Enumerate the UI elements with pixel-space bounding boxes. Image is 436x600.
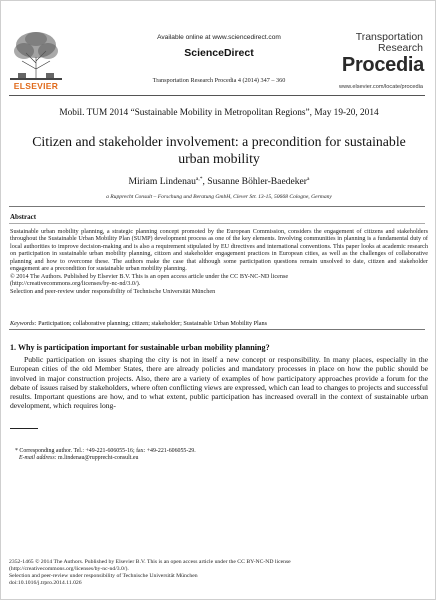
footer-copyright: 2352-1465 © 2014 The Authors. Published by Elsevier B.V. This is an open access article under the CC BY-NC-ND license	[9, 559, 291, 565]
abstract-body	[10, 228, 428, 295]
section-1-paragraph: Public participation on issues shaping the city is not in itself a new concept or responsibility. In many places, especially in the European cities of the old Member States, there are already policies and mandatory processes in place on how the public should be involved in major construction projects. Also, there are a variety of examples of how participatory approaches provide a forum for the debate of issues raised by stakeholders, where often conflicting views are expressed, which can lead to changes to projects and successful results. Important questions are how, and to what extent, public participation has increased overall in the context of sustainable urban development, which requires long-	[10, 355, 428, 411]
abstract-copyright: © 2014 The Authors. Published by Elsevier B.V. This is an open access article under the CC BY-NC-ND license	[10, 272, 289, 280]
available-online-text: Available online at www.sciencedirect.com	[157, 34, 281, 41]
author-list: Miriam Lindenau$^{a,*}$, Susanne Böhler-Baedeker$^a$	[128, 176, 310, 188]
journal-citation: Transportation Research Procedia 4 (2014) 347 – 360	[152, 77, 286, 84]
sciencedirect-label: ScienceDirect	[184, 47, 254, 59]
journal-name-procedia: Procedia	[341, 54, 424, 76]
keywords-line	[10, 320, 428, 327]
elsevier-wordmark: ELSEVIER	[13, 81, 59, 91]
title-divider	[9, 206, 425, 207]
paper-title: Citizen and stakeholder involvement: a precondition for sustainable urban mobility	[32, 134, 406, 166]
page-footer	[9, 559, 429, 587]
keywords-text: Participation; collaborative planning; citizen; stakeholder; Sustainable Urban Mobility Plans	[36, 320, 268, 327]
keywords-label: Keywords:	[10, 320, 37, 327]
journal-name-top: Transportation Research	[355, 31, 423, 54]
abstract-divider	[9, 223, 425, 224]
conference-line: Mobil. TUM 2014 “Sustainable Mobility in Metropolitan Regions”, May 19-20, 2014	[59, 108, 379, 118]
abstract-end-divider	[9, 329, 425, 330]
section-1-heading: 1. Why is participation important for sustainable urban mobility planning?	[10, 343, 270, 352]
footer-license-url: (http://creativecommons.org/licenses/by-nc-nd/3.0/).	[9, 566, 129, 572]
footer-peer-review: Selection and peer-review under responsibility of Technische Universität München	[9, 573, 198, 579]
abstract-heading: Abstract	[10, 213, 37, 221]
footnote-divider	[10, 428, 38, 429]
abstract-text: Sustainable urban mobility planning, a strategic planning concept promoted by the European Commission, considers the engagement of citizens and stakeholders throughout the Sustainable Urban Mobility Plan (SUMP) development process as one of the key elements. Involving communities in planning is a fundamental duty of local authorities to improve decision-making and is also a requirement stipulated by EU directives and international conventions. This paper looks at academic research on participation in sustainable urban mobility planning, citizen and stakeholder engagement practices in European cities, as well as the challenges of collaborative planning and how to overcome these. The authors make the case that although some participation questions remain unsolved to date, citizen and stakeholder engagement are a precondition for sustainable urban mobility planning.	[10, 228, 428, 273]
abstract-peer-review: Selection and peer-review under responsibility of Technische Universität München	[10, 287, 216, 295]
journal-url: www.elsevier.com/locate/procedia	[339, 84, 423, 90]
abstract-license-url: (http://creativecommons.org/licenses/by-nc-nd/3.0/).	[10, 280, 141, 288]
footer-doi: doi:10.1016/j.trpro.2014.11.026	[9, 580, 82, 586]
footnote-contact: * Corresponding author. Tel.: +49-221-606055-16; fax: +49-221-606055-29.	[15, 448, 196, 454]
header-divider	[9, 95, 425, 96]
author-affiliation: a Rupprecht Consult – Forschung und Beratung GmbH, Clever Str. 13-15, 50668 Cologne, Germany	[106, 194, 332, 200]
footnote	[15, 448, 425, 462]
footnote-email: E-mail address: m.lindenau@rupprecht-consult.eu	[19, 455, 139, 462]
section-1-body	[10, 355, 428, 411]
